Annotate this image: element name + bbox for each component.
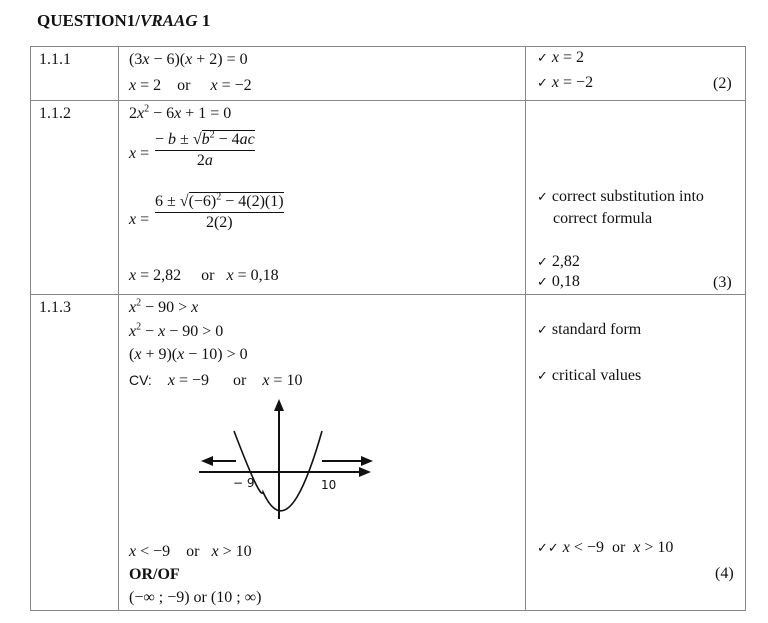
question-title: QUESTION1/VRAAG 1 xyxy=(37,11,211,30)
col-divider xyxy=(525,47,526,610)
working-line: x = 2 or x = −2 xyxy=(129,77,252,94)
or-label: OR/OF xyxy=(129,566,180,583)
row-divider xyxy=(31,294,745,295)
col-divider xyxy=(118,47,119,610)
working-line: $x^2 - 90 > x$ xyxy=(129,297,199,316)
critical-values: CV: x = −9 or x = 10 xyxy=(129,372,303,389)
mark-total: (2) xyxy=(713,75,732,92)
working-line: (x + 9)(x − 10) > 0 xyxy=(129,346,248,363)
substitution-formula: $6 \pm √(-6)^2 - 4(2)(1)$ 2(2) xyxy=(155,191,284,231)
working-answer: x < −9 or x > 10 xyxy=(129,543,252,560)
working-line: $x^2 - x - 90 > 0$ xyxy=(129,321,224,340)
mark-item: ✓ standard form xyxy=(537,321,642,338)
parabola-sketch xyxy=(191,397,381,522)
memo-table xyxy=(30,46,746,611)
working-answer: x = 2,82 or x = 0,18 xyxy=(129,267,279,284)
substitution-lhs: x = xyxy=(129,211,150,228)
working-line: (3x − 6)(x + 2) = 0 xyxy=(129,51,248,68)
mark-item: ✓ 0,18 xyxy=(537,273,580,290)
mark-total: (4) xyxy=(715,565,734,582)
mark-item: correct formula xyxy=(553,210,653,227)
working-line: $2x^2 - 6x + 1 = 0$ xyxy=(129,103,232,122)
question-number: 1.1.2 xyxy=(39,105,71,122)
formula-lhs: x = xyxy=(129,145,150,162)
mark-item: ✓✓ x < −9 or x > 10 xyxy=(537,539,674,556)
interval-answer: (−∞ ; −9) or (10 ; ∞) xyxy=(129,589,262,606)
mark-item: ✓ critical values xyxy=(537,367,642,384)
question-number: 1.1.1 xyxy=(39,51,71,68)
mark-item: ✓ correct substitution into xyxy=(537,188,704,205)
quadratic-formula: − $b \pm √b^2 - 4ac$ 2a xyxy=(155,129,255,169)
root-right-label: 10 xyxy=(321,478,337,492)
row-divider xyxy=(31,100,745,101)
question-number: 1.1.3 xyxy=(39,299,71,316)
mark-item: ✓ 2,82 xyxy=(537,253,580,270)
mark-item: ✓ x = −2 xyxy=(537,74,594,91)
mark-total: (3) xyxy=(713,274,732,291)
root-left-label: − 9 xyxy=(233,476,255,490)
mark-item: ✓ x = 2 xyxy=(537,49,585,66)
